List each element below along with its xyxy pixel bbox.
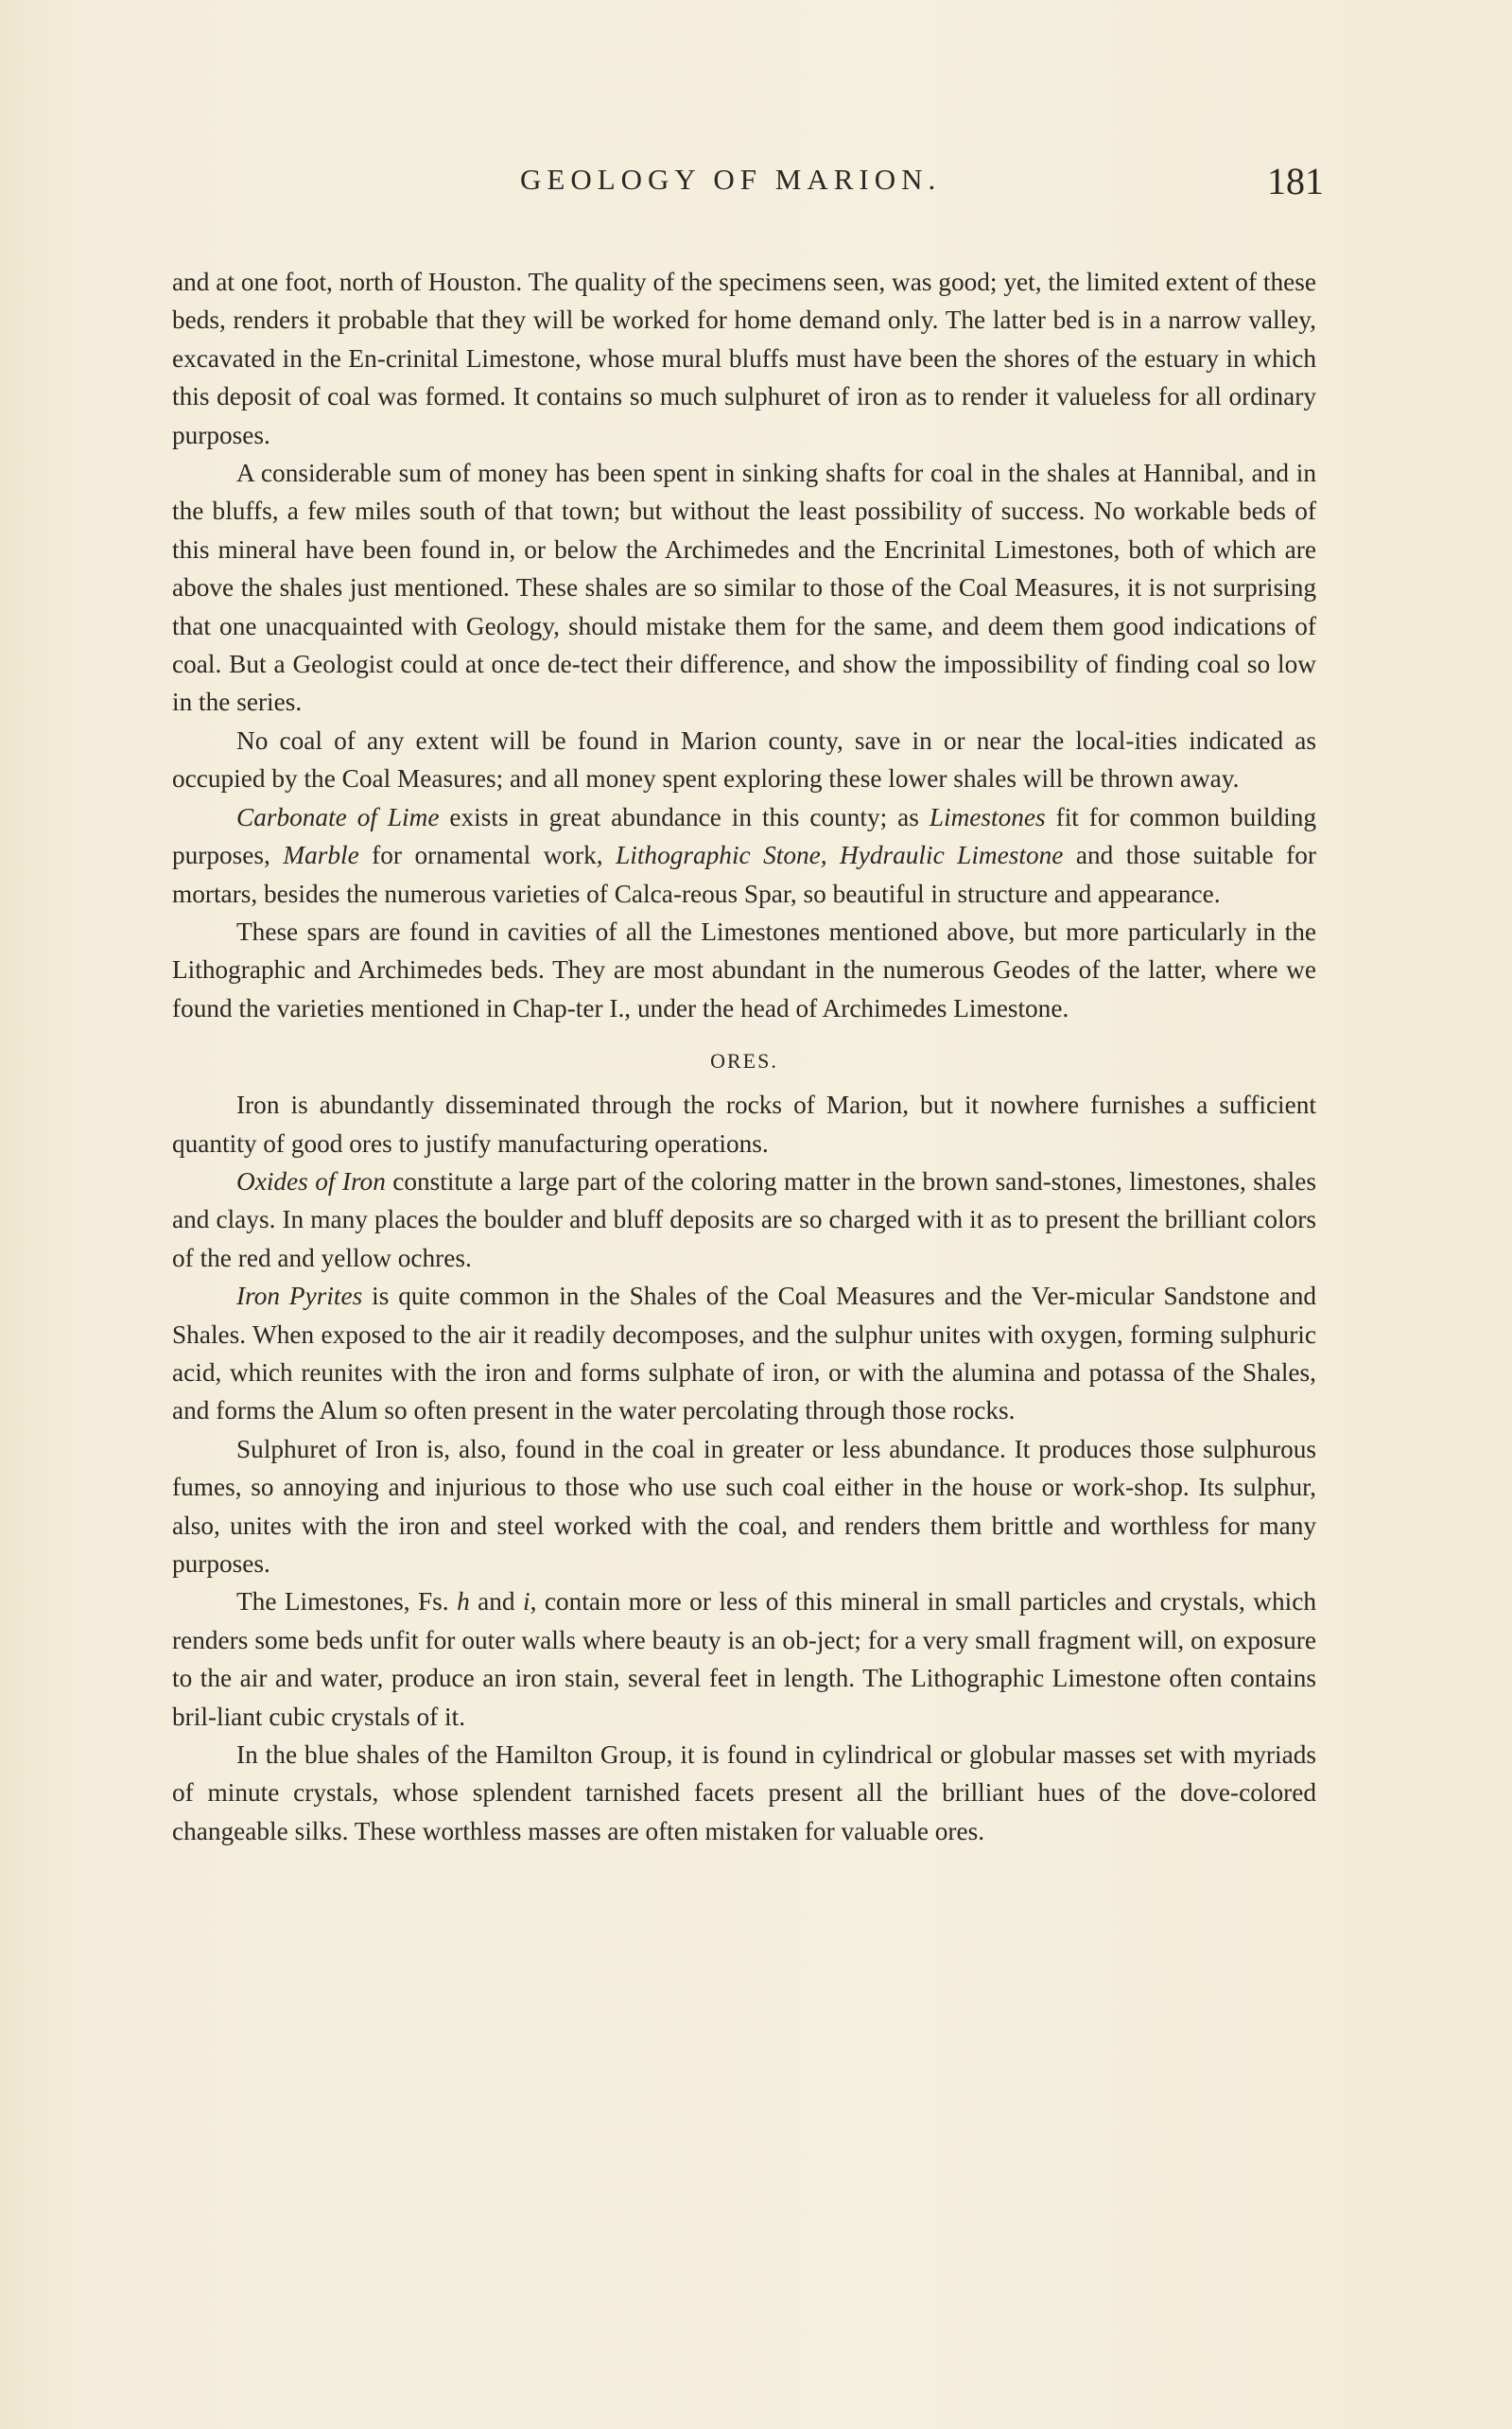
text-segment: and at one foot, north of Houston. The quality of the specimens seen, was good; yet, the limited extent of these beds, renders it probable that they will be worked for home demand only. The latter bed is in a narrow valley, excavated in the En-crinital Limestone, whose mural bluffs must have been the shores of the estuary in which this deposit of coal was formed. It contains so much sulphuret of iron as to render it valueless for all ordinary purposes. (172, 268, 1316, 449)
paragraph (172, 263, 1316, 454)
text-segment: , contain more or less of this mineral in small particles and crystals, which renders some beds unfit for outer walls where beauty is an ob-ject; for a very small fragment will, on exposure to the air and water, produce an iron stain, several feet in length. The Lithographic Limestone often contains bril-liant cubic crystals of it. (172, 1587, 1316, 1731)
text-segment: No coal of any extent will be found in Marion county, save in or near the local-ities indicated as occupied by the Coal Measures; and all money spent exploring these lower shales will be thrown away. (172, 725, 1316, 794)
text-segment: In the blue shales of the Hamilton Group, it is found in cylindrical or globular masses set with myriads of minute crystals, whose splendent tarnished facets present all the brilliant hues of the dove-colored changeable silks. These worthless masses are often mistaken for valuable ores. (172, 1740, 1316, 1845)
body-text (172, 263, 1316, 1850)
italic-term: Lithographic Stone, Hydraulic Limestone (616, 841, 1064, 870)
paragraph (172, 798, 1316, 913)
text-segment: for ornamental work, (358, 841, 617, 870)
text-segment: fit for common building purposes, (172, 802, 1317, 870)
text-segment: constitute a large part of the coloring matter in the brown sand-stones, limestones, shales and clays. In many places the boulder and bluff deposits are so charged with it as to present the brilliant colors of the red and yellow ochres. (172, 1166, 1316, 1272)
italic-term: Iron Pyrites (236, 1282, 363, 1311)
text-segment: The Limestones, Fs. (236, 1587, 458, 1616)
paragraph (172, 722, 1316, 798)
paragraph (172, 454, 1316, 722)
text-segment: exists in great abundance in this county; as (439, 802, 930, 831)
page-header (170, 159, 1324, 216)
text-segment: ORES. (710, 1049, 778, 1074)
italic-term: Carbonate of Lime (236, 802, 440, 831)
page-number: 181 (1267, 160, 1324, 202)
text-segment: Iron is abundantly disseminated through the rocks of Marion, but it nowhere furnishes a sufficient quantity of good ores to justify manufacturing operations. (172, 1091, 1316, 1158)
italic-term: i (523, 1587, 530, 1616)
italic-term: Limestones (929, 802, 1046, 831)
text-segment: Sulphuret of Iron is, also, found in the coal in greater or less abundance. It produces those sulphurous fumes, so annoying and injurious to those who use such coal either in the house or work-shop. Its sulphur, also, unites with the iron and steel worked with the coal, and renders them brittle and worthless for many purposes. (172, 1434, 1316, 1578)
italic-term: Oxides of Iron (236, 1166, 386, 1196)
paragraph (172, 1736, 1316, 1850)
text-segment: is quite common in the Shales of the Coal Measures and the Ver-micular Sandstone and Shales. When exposed to the air it readily decomposes, and the sulphur unites with oxygen, forming sulphuric acid, which reunites with the iron and forms sulphate of iron, or with the alumina and potassa of the Shales, and forms the Alum so often present in the water percolating through those rocks. (172, 1282, 1317, 1425)
paragraph (172, 1582, 1316, 1736)
paragraph (172, 1277, 1316, 1430)
paragraph (172, 1430, 1316, 1583)
paragraph (172, 913, 1316, 1027)
text-segment: and (469, 1587, 524, 1616)
text-segment: A considerable sum of money has been spent in sinking shafts for coal in the shales at Hannibal, and in the bluffs, a few miles south of that town; but without the least possibility of success. No workable beds of this mineral have been found in, or below the Archimedes and the Encrinital Limestones, both of which are above the shales just mentioned. These shales are so similar to those of the Coal Measures, it is not surprising that one unacquainted with Geology, should mistake them for the same, and deem them good indications of coal. But a Geologist could at once de-tect their difference, and show the impossibility of finding coal so low in the series. (172, 459, 1316, 717)
section-heading-ores (172, 1042, 1316, 1080)
running-title: GEOLOGY OF MARION. (520, 163, 942, 196)
paragraph (172, 1162, 1316, 1277)
text-segment: and those suitable for mortars, besides the numerous varieties of Calca-reous Spar, so beautiful in structure and appearance. (172, 841, 1316, 908)
italic-term: Marble (283, 841, 359, 870)
italic-term: h (457, 1587, 470, 1616)
text-segment: These spars are found in cavities of all the Limestones mentioned above, but more particularly in the Lithographic and Archimedes beds. They are most abundant in the numerous Geodes of the latter, where we found the varieties mentioned in Chap-ter I., under the head of Archimedes Limestone. (172, 917, 1316, 1022)
paragraph (172, 1086, 1316, 1162)
